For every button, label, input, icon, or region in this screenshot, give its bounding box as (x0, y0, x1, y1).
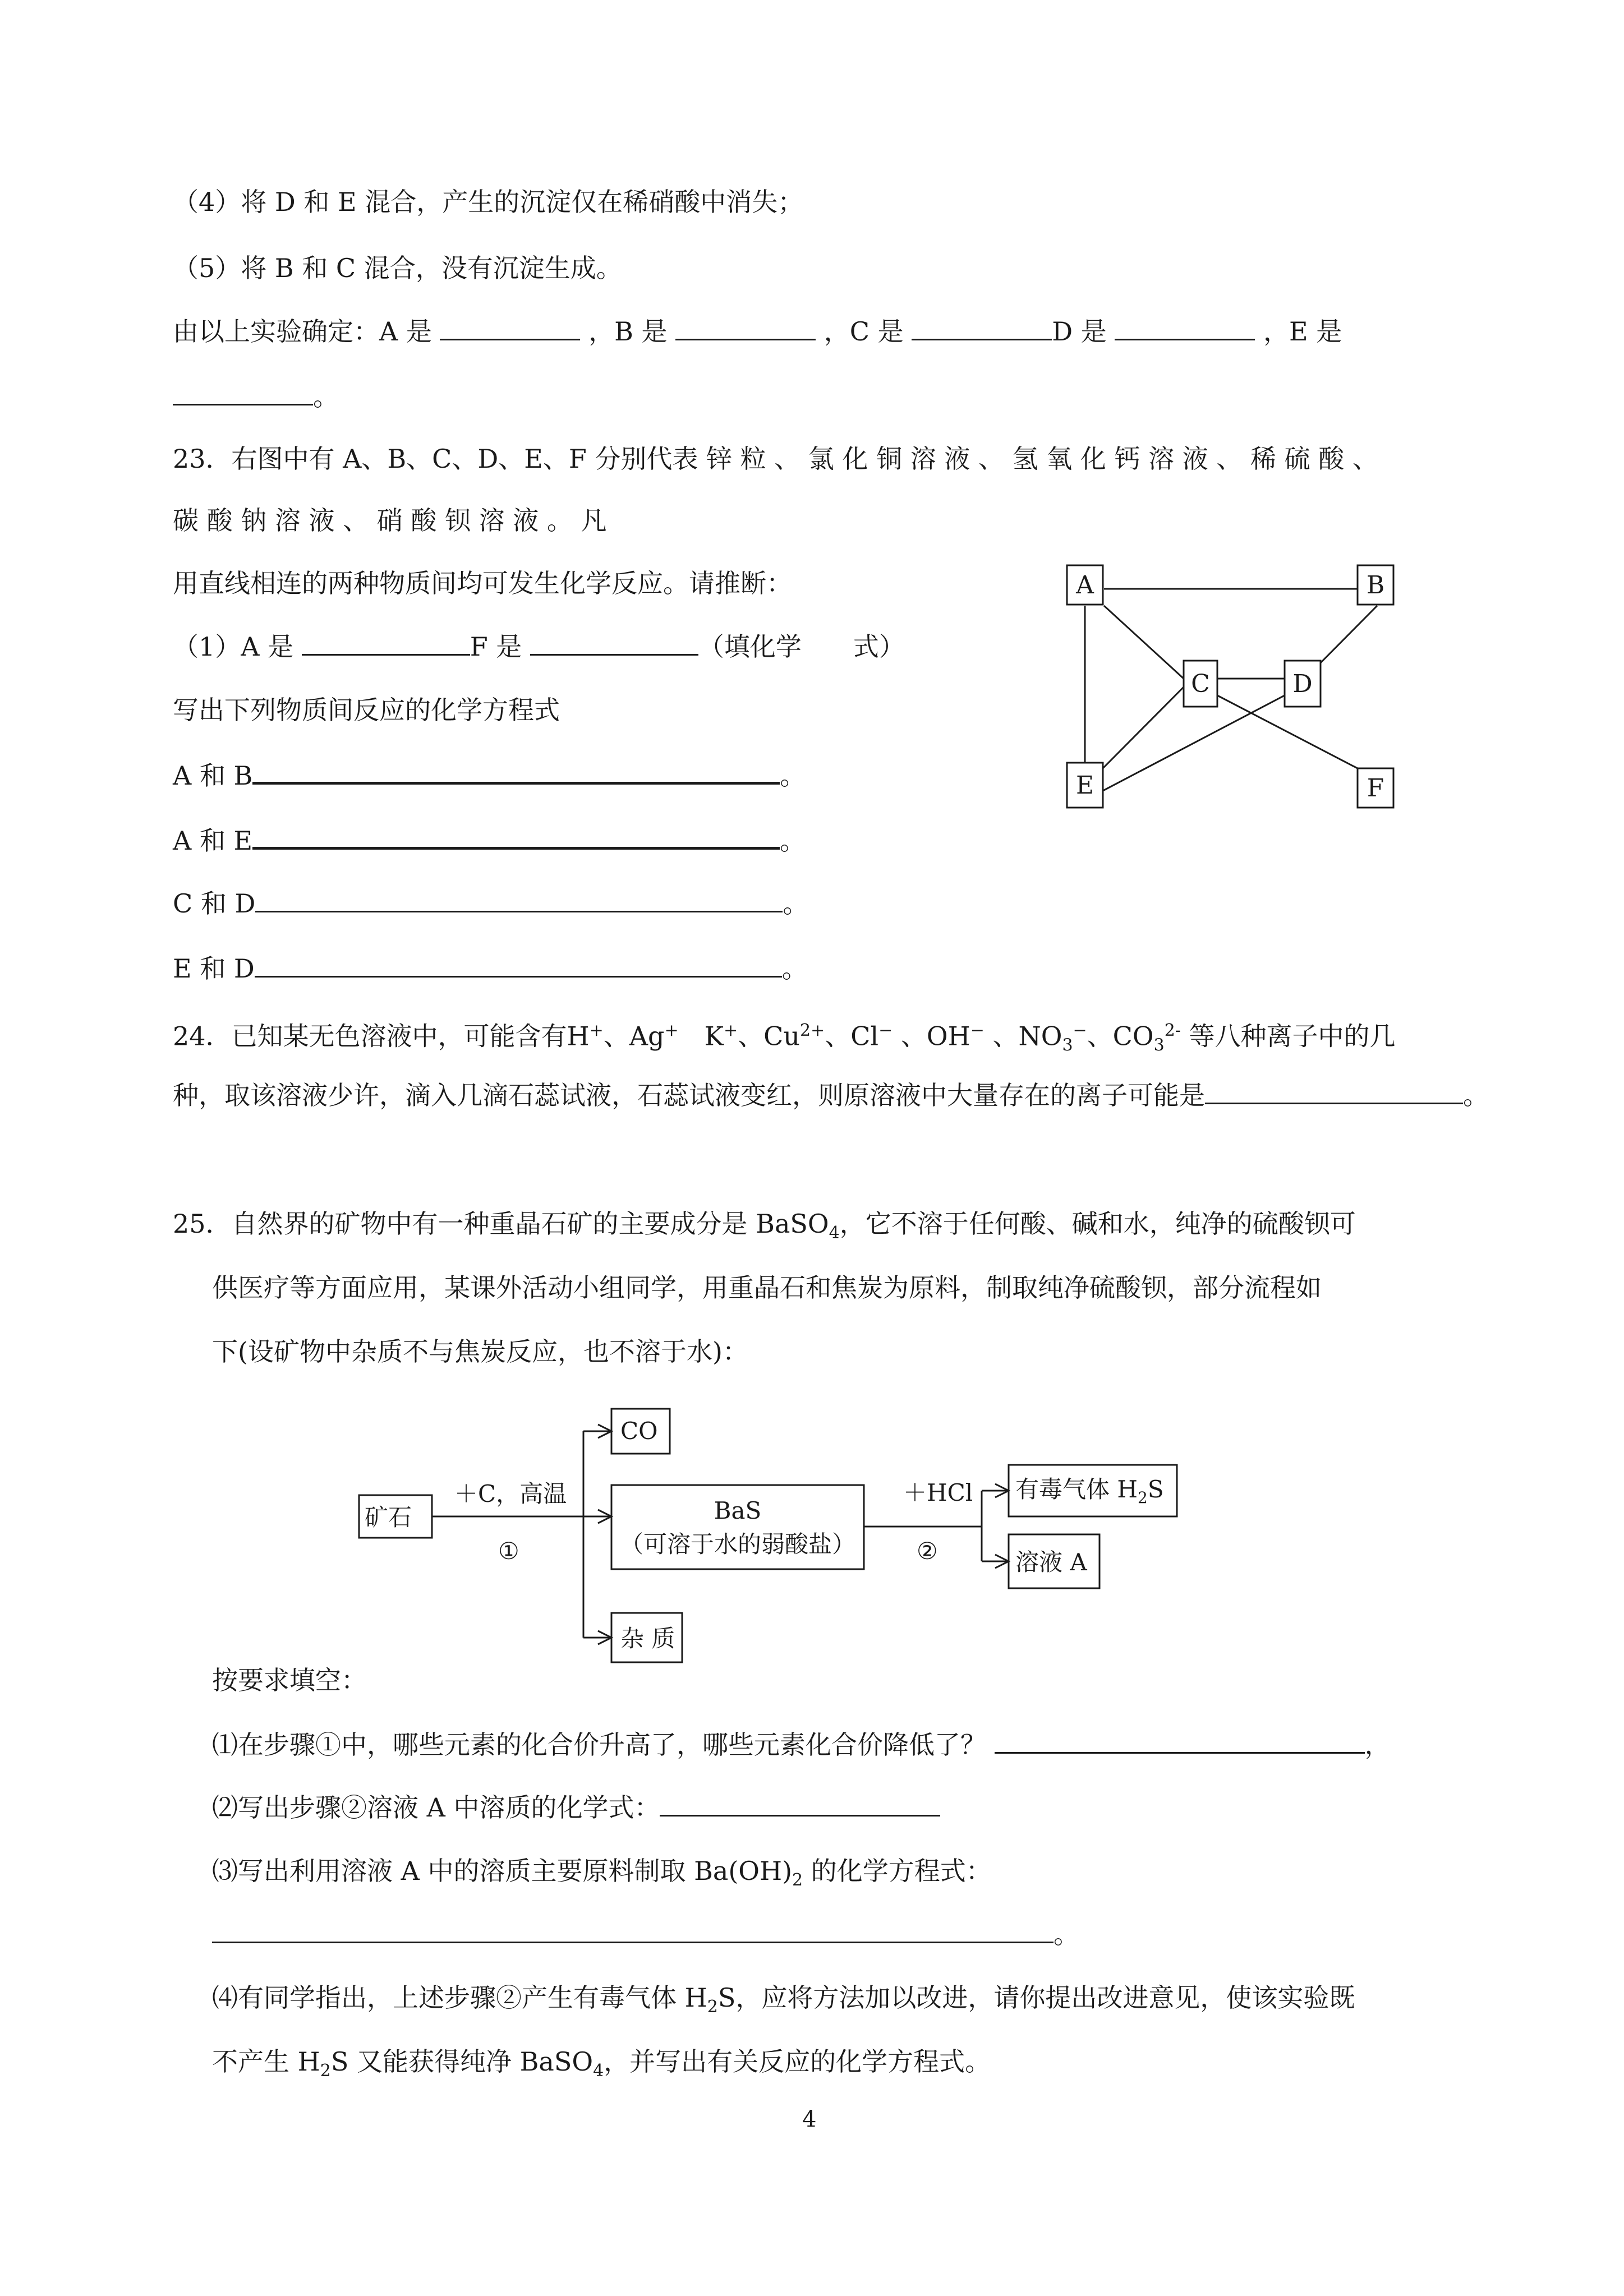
q23-eq-ae-blank[interactable] (252, 822, 780, 850)
q23-eq-cd-period: 。 (783, 888, 809, 919)
page-number: 4 (802, 2106, 817, 2132)
node-c: C (1191, 670, 1210, 698)
q25-sub3-blank[interactable] (212, 1917, 1053, 1943)
q24-line1-rest: 等八种离子中的几 (1189, 1021, 1396, 1052)
q25-sub3: ⑶写出利用溶液 A 中的溶质主要原料制取 $Ba(OH)_2$ 的化学方程式： (212, 1856, 992, 1891)
q25-sub3-period: 。 (1053, 1919, 1079, 1949)
q23-eq-ab (173, 757, 806, 792)
toxic-gas-label: 有毒气体 $H_2S$ (1015, 1476, 1164, 1507)
q23-eq-ae-period: 。 (780, 826, 806, 856)
q25-line3: 下(设矿物中杂质不与焦炭反应，也不溶于水)： (212, 1336, 748, 1367)
q25-sub4-line1-text: ⑷有同学指出，上述步骤②产生有毒气体 H (212, 1983, 707, 2013)
q25-sub4-line2: 不产生 $H_2S$ 又能获得纯净 BaSO$_4$，并写出有关反应的化学方程式。 (212, 2046, 991, 2081)
q25-sub3-end: 的化学方程式： (803, 1856, 992, 1886)
q25-sub3-text: ⑶写出利用溶液 A 中的溶质主要原料制取 Ba(OH) (212, 1856, 793, 1886)
q22-e-blank[interactable] (173, 379, 313, 405)
q22-step5: （5）将 B 和 C 混合，没有沉淀生成。 (173, 253, 622, 283)
q25-sub4-line1: ⑷有同学指出，上述步骤②产生有毒气体 $H_2S$，应将方法加以改进，请你提出改进意见，使该实验既 (212, 1983, 1355, 2017)
co-label: CO (620, 1417, 658, 1445)
q24-blank[interactable] (1205, 1078, 1463, 1104)
node-b: B (1366, 571, 1385, 600)
bas-label: BaS (714, 1497, 762, 1524)
q25-sub1-text: ⑴在步骤①中，哪些元素的化合价升高了，哪些元素化合价降低了？ (212, 1730, 986, 1760)
q22-end: 。 (313, 381, 339, 412)
step2-number: ② (917, 1537, 938, 1565)
q23-formula-note: （填化学 式） (698, 631, 905, 662)
q25-sub1-end: ， (1364, 1730, 1391, 1760)
q23-reaction-diagram (1066, 544, 1425, 847)
q25-line1: 25．自然界的矿物中有一种重晶石矿的主要成分是 BaSO$_4$，它不溶于任何酸、碱和水，纯净的硫酸钡可 (173, 1209, 1356, 1243)
q25-sub1 (212, 1727, 1391, 1762)
q23-eq-cd-blank[interactable] (255, 886, 783, 912)
node-e: E (1075, 771, 1094, 800)
q25-flow-chart (348, 1391, 1212, 1682)
q23-eq-ae (173, 822, 806, 857)
q23-eq-ab-label: A 和 B (173, 760, 253, 791)
q25-sub4-line2-mid: S 又能获得纯净 BaSO (330, 2046, 594, 2077)
q25-sub2-blank[interactable] (660, 1790, 940, 1816)
ore-label: 矿石 (365, 1504, 412, 1531)
q22-step4: （4）将 D 和 E 混合，产生的沉淀仅在稀硝酸中消失； (173, 187, 804, 217)
q23-a-label: （1）A 是 (173, 631, 294, 662)
q24-end: 。 (1463, 1080, 1489, 1110)
q23-eq-ab-blank[interactable] (252, 757, 780, 785)
q24-line1-start: 24．已知某无色溶液中，可能含有H (173, 1021, 590, 1052)
q22-d-blank[interactable] (1115, 314, 1255, 340)
q23-a-blank[interactable] (302, 629, 470, 656)
q22-d-label: D 是 (1052, 316, 1107, 347)
q23-eq-ed-period: 。 (781, 953, 808, 984)
q23-eq-intro: 写出下列物质间反应的化学方程式 (173, 695, 560, 725)
solution-a-label: 溶液 A (1015, 1548, 1087, 1576)
step1-number: ① (498, 1537, 519, 1565)
q23-line3: 用直线相连的两种物质间均可发生化学反应。请推断： (173, 568, 792, 598)
node-d: D (1292, 670, 1313, 698)
q25-sub1-blank[interactable] (995, 1727, 1365, 1754)
q22-e-line (173, 379, 339, 413)
node-f: F (1367, 774, 1384, 803)
q25-sub2-text: ⑵写出步骤②溶液 A 中溶质的化学式： (212, 1792, 660, 1823)
q25-line1-end: ，它不溶于任何酸、碱和水，纯净的硫酸钡可 (839, 1209, 1356, 1239)
impurity-label: 杂 质 (620, 1625, 675, 1652)
bas-note: （可溶于水的弱酸盐） (619, 1530, 856, 1558)
q25-fill: 按要求填空： (212, 1665, 367, 1695)
q23-eq-ed-blank[interactable] (255, 951, 782, 978)
edge-d-e (1103, 695, 1285, 791)
q25-line2: 供医疗等方面应用，某课外活动小组同学，用重晶石和焦炭为原料，制取纯净硫酸钡，部分流程如 (212, 1273, 1322, 1303)
q24-line2-text: 种，取该溶液少许，滴入几滴石蕊试液，石蕊试液变红，则原溶液中大量存在的离子可能是 (173, 1080, 1205, 1110)
q22-e-label: ，E 是 (1263, 316, 1342, 347)
q23-line2: 碳 酸 钠 溶 液 、 硝 酸 钡 溶 液 。 凡 (173, 505, 607, 536)
q23-part1 (173, 629, 905, 663)
q25-sub4-line2-end: ，并写出有关反应的化学方程式。 (604, 2046, 991, 2077)
q25-sub4-line2-text: 不产生 H (212, 2046, 320, 2077)
q22-a-label: 由以上实验确定：A 是 (173, 316, 432, 347)
q23-f-label: F 是 (470, 631, 522, 662)
q25-line1-text: 25．自然界的矿物中有一种重晶石矿的主要成分是 BaSO (173, 1209, 829, 1239)
q23-eq-cd-label: C 和 D (173, 888, 256, 919)
edge-c-e (1103, 687, 1184, 768)
q23-f-blank[interactable] (530, 629, 698, 656)
node-a: A (1076, 571, 1094, 600)
q22-c-blank[interactable] (912, 314, 1052, 340)
edge-b-d (1318, 606, 1377, 665)
step1-reagent: ＋C，高温 (454, 1480, 567, 1507)
q22-c-label: ，C 是 (823, 316, 904, 347)
q25-sub4-line1-end: S，应将方法加以改进，请你提出改进意见，使该实验既 (717, 1983, 1355, 2013)
q22-conclusion (173, 314, 1342, 348)
edge-a-c (1104, 606, 1184, 679)
q22-b-blank[interactable] (675, 314, 816, 340)
q23-line1: 23．右图中有 A、B、C、D、E、F 分别代表 锌 粒 、 氯 化 铜 溶 液 、 氢 氧 化 钙 溶 液 、 稀 硫 酸 、 (173, 444, 1378, 474)
q23-eq-ed-label: E 和 D (173, 953, 255, 984)
q25-sub3-answer (212, 1917, 1079, 1951)
q24-line2 (173, 1078, 1489, 1112)
q23-eq-ae-label: A 和 E (173, 826, 253, 856)
q23-eq-ed (173, 951, 808, 985)
q23-eq-ab-period: 。 (780, 760, 806, 791)
q25-sub2 (212, 1790, 940, 1824)
q22-b-label: ，B 是 (588, 316, 668, 347)
q22-a-blank[interactable] (440, 314, 580, 340)
q23-eq-cd (173, 886, 808, 920)
q24-line1: 24．已知某无色溶液中，可能含有H+、Ag+ K+、$Cu^{2+}$、Cl− 、OH− 、$NO_3^-$、$CO_3^{2-}$ 等八种离子中的几 (173, 1021, 1396, 1055)
step2-reagent: ＋HCl (903, 1479, 973, 1506)
